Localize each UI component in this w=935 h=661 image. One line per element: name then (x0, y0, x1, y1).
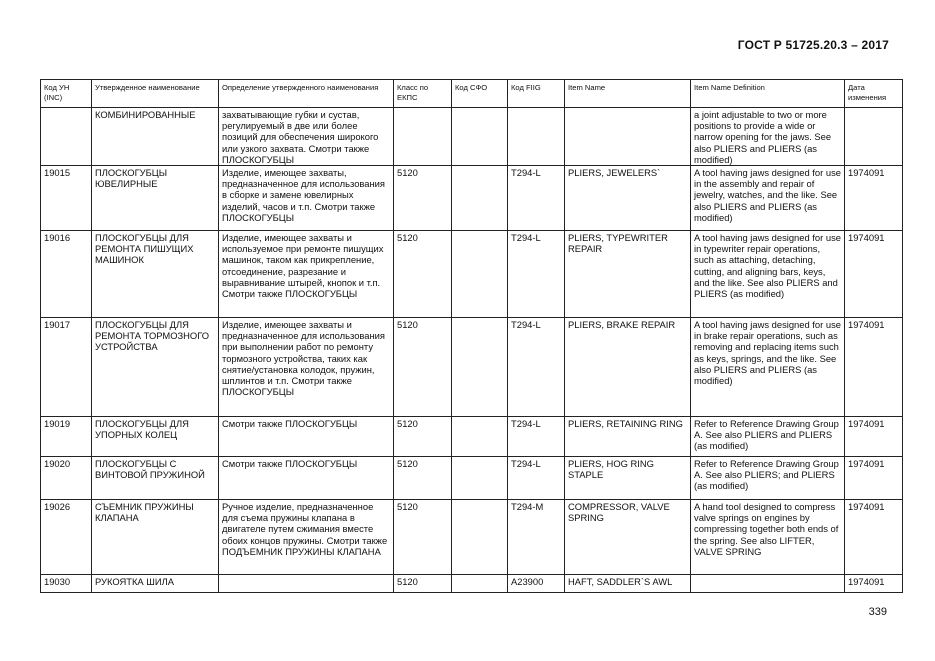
document-code: ГОСТ Р 51725.20.3 – 2017 (737, 38, 889, 52)
col-header-date: Дата изменения (845, 80, 903, 108)
cell-name: ПЛОСКОГУБЦЫ ДЛЯ РЕМОНТА ПИШУЩИХ МАШИНОК (92, 231, 219, 318)
cell-name: ПЛОСКОГУБЦЫ С ВИНТОВОЙ ПРУЖИНОЙ (92, 457, 219, 500)
cell-item-definition: A hand tool designed to compress valve springs on engines by compressing together both ends of the spring. See also LIFTER, VALVE SPRING (691, 500, 845, 575)
cell-code: 19016 (41, 231, 92, 318)
cell-date: 1974091 (845, 417, 903, 457)
col-header-sfo: Код СФО (452, 80, 508, 108)
cell-definition: Изделие, имеющее захваты и используемое при ремонте пишущих машинок, таком как прикрепление, отсоединение, разрезание и выравнивание штырей, кнопок и т.п. Смотри также ПЛОСКОГУБЦЫ (219, 231, 394, 318)
cell-name: ПЛОСКОГУБЦЫ ДЛЯ УПОРНЫХ КОЛЕЦ (92, 417, 219, 457)
table-row (41, 575, 903, 593)
cell-sfo (452, 166, 508, 231)
cell-item-definition: Refer to Reference Drawing Group A. See also PLIERS and PLIERS (as modified) (691, 417, 845, 457)
cell-definition: Смотри также ПЛОСКОГУБЦЫ (219, 457, 394, 500)
cell-item-definition: A tool having jaws designed for use in typewriter repair operations, such as attaching, detaching, cutting, and aligning bars, keys, and the like. See also PLIERS and PLIERS (as modified) (691, 231, 845, 318)
cell-item-name: PLIERS, RETAINING RING (565, 417, 691, 457)
cell-code: 19017 (41, 318, 92, 417)
cell-class: 5120 (394, 231, 452, 318)
cell-definition (219, 575, 394, 593)
col-header-name: Утвержденное наименование (92, 80, 219, 108)
cell-sfo (452, 231, 508, 318)
cell-item-name: PLIERS, HOG RING STAPLE (565, 457, 691, 500)
col-header-code: Код УН (INC) (41, 80, 92, 108)
col-header-item-name: Item Name (565, 80, 691, 108)
cell-sfo (452, 318, 508, 417)
cell-item-definition: A tool having jaws designed for use in the assembly and repair of jewelry, watches, and the like. See also PLIERS and PLIERS (as modified) (691, 166, 845, 231)
cell-date: 1974091 (845, 166, 903, 231)
cell-class: 5120 (394, 166, 452, 231)
cell-fiig: T294-L (508, 457, 565, 500)
col-header-fiig: Код FIIG (508, 80, 565, 108)
cell-item-name: COMPRESSOR, VALVE SPRING (565, 500, 691, 575)
cell-name: КОМБИНИРОВАННЫЕ (92, 108, 219, 166)
table-row (41, 166, 903, 231)
cell-code (41, 108, 92, 166)
cell-date: 1974091 (845, 318, 903, 417)
table-header-row (41, 80, 903, 108)
cell-class: 5120 (394, 417, 452, 457)
cell-fiig: T294-L (508, 231, 565, 318)
table-row (41, 417, 903, 457)
cell-class: 5120 (394, 575, 452, 593)
page-number: 339 (868, 606, 887, 618)
cell-fiig: A23900 (508, 575, 565, 593)
col-header-item-definition: Item Name Definition (691, 80, 845, 108)
cell-name: СЪЕМНИК ПРУЖИНЫ КЛАПАНА (92, 500, 219, 575)
cell-definition: Изделие, имеющее захваты, предназначенное для использования в сборке и замене ювелирных изделий, часов и т.п. Смотри также ПЛОСКОГУБЦЫ (219, 166, 394, 231)
cell-class (394, 108, 452, 166)
cell-class: 5120 (394, 500, 452, 575)
cell-fiig: T294-L (508, 417, 565, 457)
cell-date (845, 108, 903, 166)
cell-fiig: T294-L (508, 318, 565, 417)
cell-code: 19015 (41, 166, 92, 231)
cell-definition: захватывающие губки и сустав, регулируемый в две или более позиций для обеспечения широкого или узкого захвата. Смотри также ПЛОСКОГУБЦЫ (219, 108, 394, 166)
cell-class: 5120 (394, 318, 452, 417)
cell-item-name: PLIERS, JEWELERS` (565, 166, 691, 231)
cell-date: 1974091 (845, 500, 903, 575)
cell-definition: Ручное изделие, предназначенное для съема пружины клапана в двигателе путем сжимания вместе обоих концов пружины. Смотри также ПОДЪЕМНИК ПРУЖИНЫ КЛАПАНА (219, 500, 394, 575)
cell-name: ПЛОСКОГУБЦЫ ЮВЕЛИРНЫЕ (92, 166, 219, 231)
cell-fiig (508, 108, 565, 166)
col-header-class: Класс по ЕКПС (394, 80, 452, 108)
cell-code: 19020 (41, 457, 92, 500)
cell-class: 5120 (394, 457, 452, 500)
cell-item-definition: a joint adjustable to two or more positions to provide a wide or narrow opening for the jaws. See also PLIERS and PLIERS (as modified) (691, 108, 845, 166)
cell-date: 1974091 (845, 575, 903, 593)
cell-fiig: T294-M (508, 500, 565, 575)
cell-sfo (452, 417, 508, 457)
cell-item-definition (691, 575, 845, 593)
cell-fiig: T294-L (508, 166, 565, 231)
table-row (41, 457, 903, 500)
cell-item-name: HAFT, SADDLER`S AWL (565, 575, 691, 593)
cell-definition: Смотри также ПЛОСКОГУБЦЫ (219, 417, 394, 457)
cell-name: РУКОЯТКА ШИЛА (92, 575, 219, 593)
cell-date: 1974091 (845, 457, 903, 500)
catalog-table (40, 79, 903, 593)
cell-item-name (565, 108, 691, 166)
cell-sfo (452, 575, 508, 593)
cell-sfo (452, 457, 508, 500)
cell-name: ПЛОСКОГУБЦЫ ДЛЯ РЕМОНТА ТОРМОЗНОГО УСТРОЙСТВА (92, 318, 219, 417)
cell-sfo (452, 108, 508, 166)
cell-date: 1974091 (845, 231, 903, 318)
cell-code: 19026 (41, 500, 92, 575)
cell-item-name: PLIERS, TYPEWRITER REPAIR (565, 231, 691, 318)
table-row (41, 108, 903, 166)
cell-item-name: PLIERS, BRAKE REPAIR (565, 318, 691, 417)
table-row (41, 318, 903, 417)
cell-definition: Изделие, имеющее захваты и предназначенное для использования при выполнении работ по ремонту тормозного устройства, таких как снятие/установка колодок, пружин, шплинтов и т.п. Смотри также ПЛОСКОГУБЦЫ (219, 318, 394, 417)
cell-sfo (452, 500, 508, 575)
table-row (41, 231, 903, 318)
cell-item-definition: A tool having jaws designed for use in brake repair operations, such as removing and replacing items such as keys, springs, and the like. See also PLIERS and PLIERS (as modified) (691, 318, 845, 417)
cell-code: 19030 (41, 575, 92, 593)
cell-item-definition: Refer to Reference Drawing Group A. See also PLIERS; and PLIERS (as modified) (691, 457, 845, 500)
cell-code: 19019 (41, 417, 92, 457)
col-header-definition: Определение утвержденного наименования (219, 80, 394, 108)
table-row (41, 500, 903, 575)
